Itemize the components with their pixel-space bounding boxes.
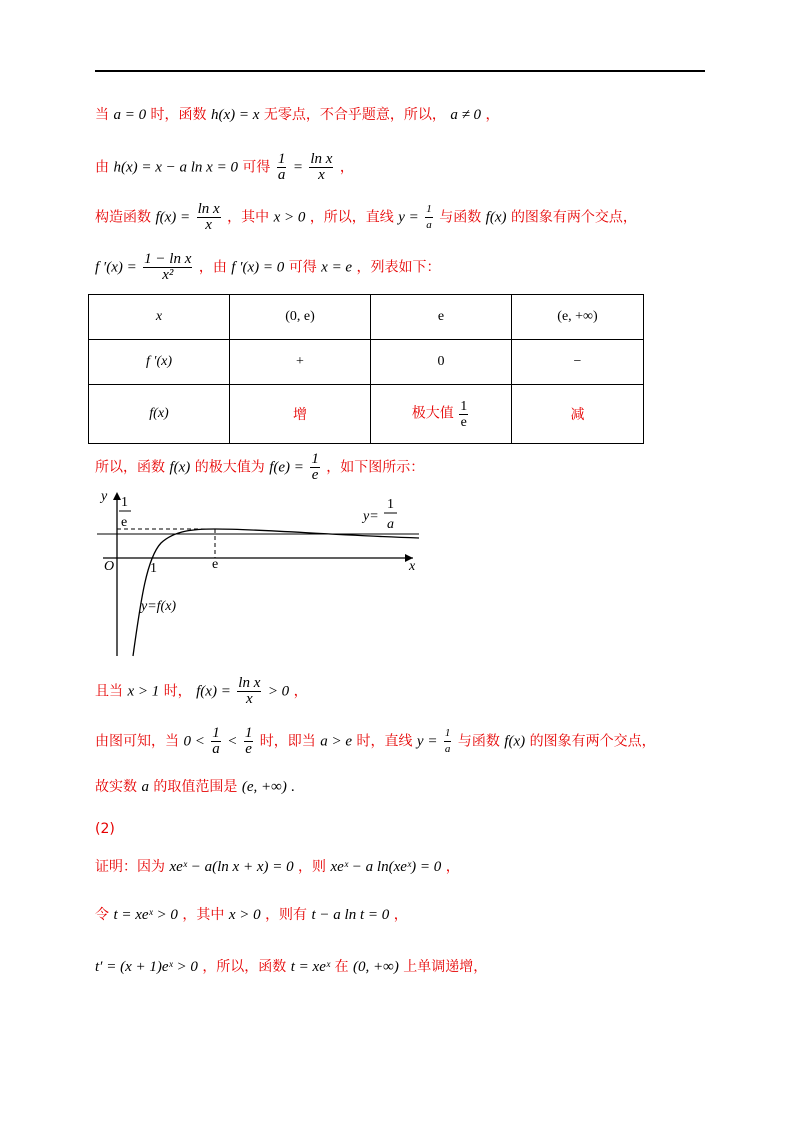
- fraction: $\frac{1}{e}$: [311, 451, 319, 483]
- table-cell: 0: [371, 340, 512, 385]
- text: 时，直线: [356, 733, 413, 750]
- fraction: $\frac{1}{a}$: [277, 151, 286, 183]
- text: ，其中: [227, 209, 270, 226]
- table-cell: +: [230, 340, 371, 385]
- text: 与函数: [439, 209, 482, 226]
- math: t = xeˣ > 0: [113, 907, 178, 923]
- text: ，则有: [265, 907, 308, 923]
- line-den: a: [387, 517, 394, 532]
- math: a: [141, 779, 149, 795]
- math: (e, +∞): [241, 779, 287, 795]
- ymax-num: 1: [121, 495, 128, 510]
- math: 0 <: [183, 733, 205, 750]
- fraction: $\frac{1}{e}$: [460, 398, 468, 430]
- curve-f: [133, 529, 419, 656]
- math: a > e: [320, 733, 352, 750]
- para-a-zero: [95, 104, 500, 126]
- math: y =: [398, 209, 419, 226]
- text: ，: [339, 159, 354, 176]
- text: 的图象有两个交点，: [529, 733, 656, 750]
- text: ，如下图所示：: [326, 459, 425, 476]
- math: f ′(x) =: [95, 259, 137, 276]
- para-from-graph: [95, 726, 656, 757]
- fraction: $\frac{1}{e}$: [244, 725, 253, 757]
- text: (2): [95, 821, 115, 837]
- x-axis-label: x: [409, 559, 416, 574]
- math: x > 0: [273, 209, 306, 226]
- text: 在: [334, 959, 349, 975]
- math: f(x): [169, 459, 191, 476]
- math: (0, +∞): [353, 959, 399, 975]
- math: t′ = (x + 1)eˣ > 0: [95, 959, 198, 975]
- fraction: $\frac{1}{a}$: [212, 725, 220, 757]
- para-range: [95, 776, 295, 798]
- table-cell-max: [371, 385, 512, 444]
- text: ，: [393, 907, 408, 923]
- text: 由: [95, 159, 109, 176]
- fraction: $\frac{\text{1 − ln x}}{\text{x²}}$: [144, 251, 192, 283]
- curve-label: y=f(x): [141, 599, 177, 614]
- table-cell: (e, +∞): [512, 295, 644, 340]
- text: 当: [95, 107, 109, 123]
- math: f(x) =: [155, 209, 191, 226]
- text: 的图象有两个交点，: [510, 209, 637, 226]
- text: 与函数: [457, 733, 500, 750]
- sign-table: [88, 294, 644, 444]
- line-label: y=: [363, 509, 379, 524]
- table-cell: −: [512, 340, 644, 385]
- math: x > 1: [127, 683, 160, 700]
- text: ，所以，直线: [309, 209, 394, 226]
- math: x = e: [321, 259, 353, 276]
- text: 无零点，不合乎题意，所以，: [263, 107, 446, 123]
- tick-e-label: e: [212, 557, 219, 572]
- math: h(x) = x: [210, 107, 260, 123]
- ymax-den: e: [121, 515, 128, 530]
- para-substitution: [95, 904, 408, 926]
- table-cell: (0, e): [230, 295, 371, 340]
- math: t = xeˣ: [290, 959, 331, 975]
- math: x > 0: [228, 907, 261, 923]
- math: f(x): [485, 209, 507, 226]
- table-row: [89, 340, 644, 385]
- para-derivative: [95, 252, 441, 283]
- fraction: $\frac{\text{ln x}}{x}$: [310, 151, 333, 183]
- text: 由图可知，当: [95, 733, 179, 750]
- text: 故实数: [95, 779, 137, 795]
- math: a ≠ 0: [450, 107, 482, 123]
- text: ，其中: [182, 907, 225, 923]
- math: =: [292, 159, 303, 176]
- text: 证明：因为: [95, 859, 165, 875]
- y-axis-arrow: [113, 492, 121, 500]
- text: 所以，函数: [95, 459, 165, 476]
- text: 可得: [242, 159, 271, 176]
- text: ，所以，函数: [202, 959, 287, 975]
- math: xeˣ − a ln(xeˣ) = 0: [330, 859, 442, 875]
- header-rule: [95, 70, 705, 72]
- para-h-zero: [95, 152, 354, 183]
- text: 上单调递增，: [403, 959, 488, 975]
- math: <: [227, 733, 238, 750]
- text: 且当: [95, 683, 123, 700]
- table-cell: f(x): [89, 385, 230, 444]
- y-axis-label: y: [101, 489, 108, 504]
- function-graph: [95, 488, 425, 660]
- math: f(e) =: [269, 459, 304, 476]
- table-row: [89, 385, 644, 444]
- origin-label: O: [104, 559, 115, 574]
- math: t − a ln t = 0: [311, 907, 390, 923]
- math: y =: [416, 733, 438, 750]
- math: f(x) =: [196, 683, 231, 700]
- para-monotonic: [95, 956, 487, 978]
- text: ，则: [298, 859, 327, 875]
- para-proof: [95, 856, 460, 878]
- max-label: 极大值: [411, 405, 454, 422]
- text: ，列表如下：: [356, 259, 441, 276]
- table-cell: 减: [512, 385, 644, 444]
- section-2-heading: [95, 818, 115, 840]
- text: 的极大值为: [194, 459, 265, 476]
- table-row: [89, 295, 644, 340]
- text: 构造函数: [95, 209, 151, 226]
- text: ，由: [198, 259, 227, 276]
- text: 时，函数: [150, 107, 207, 123]
- text: 时，: [163, 683, 192, 700]
- math: > 0: [267, 683, 290, 700]
- tick-1-label: 1: [150, 561, 157, 576]
- table-cell: f ′(x): [89, 340, 230, 385]
- line-num: 1: [387, 497, 394, 512]
- text: ，: [445, 859, 460, 875]
- fraction: $\frac{\text{ln x}}{x}$: [238, 675, 261, 707]
- para-positive: [95, 676, 308, 707]
- math: f ′(x) = 0: [231, 259, 285, 276]
- math: f(x): [504, 733, 526, 750]
- fraction: $\frac{1}{a}$: [426, 203, 432, 231]
- para-max-value: [95, 452, 424, 483]
- text: 可得: [288, 259, 317, 276]
- text: 令: [95, 907, 109, 923]
- table-cell: e: [371, 295, 512, 340]
- math: h(x) = x − a ln x = 0: [113, 159, 238, 176]
- fraction: $\frac{1}{a}$: [444, 727, 451, 755]
- text: 时，即当: [259, 733, 316, 750]
- math: .: [291, 779, 296, 795]
- text: ，: [293, 683, 308, 700]
- text: ，: [485, 107, 500, 123]
- math: xeˣ − a(ln x + x) = 0: [169, 859, 294, 875]
- fraction: $\frac{\text{ln x}}{x}$: [197, 201, 220, 233]
- para-construct: [95, 202, 637, 233]
- table-cell: x: [89, 295, 230, 340]
- table-cell: 增: [230, 385, 371, 444]
- math: a = 0: [113, 107, 147, 123]
- text: 的取值范围是: [153, 779, 238, 795]
